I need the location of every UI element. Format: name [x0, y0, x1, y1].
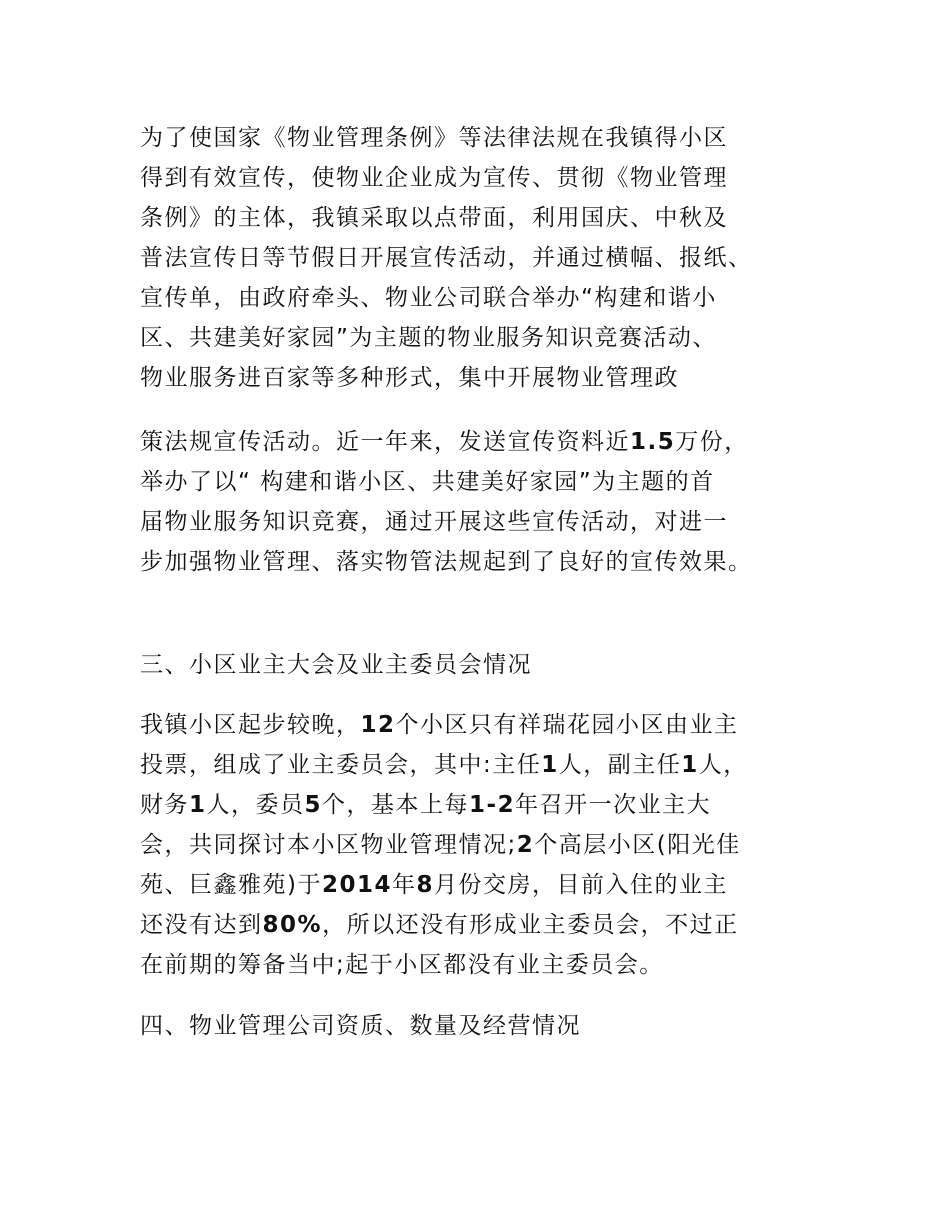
number-value: 1.5	[630, 429, 676, 455]
number-value: 8	[416, 872, 435, 898]
text-line: 为了使国家《物业管理条例》等法律法规在我镇得小区	[140, 125, 728, 151]
section-heading-3	[140, 645, 830, 685]
text-line: 区、共建美好家园”为主题的物业服务知识竞赛活动、	[140, 325, 717, 351]
number-value: 1	[189, 792, 207, 818]
section-heading-4	[140, 1006, 830, 1046]
text-line: 普法宣传日等节假日开展宣传活动，并通过横幅、报纸、	[140, 245, 753, 271]
text-line: 得到有效宣传，使物业企业成为宣传、贯彻《物业管理	[140, 165, 728, 191]
paragraph-publicity	[140, 118, 830, 398]
number-value: 80%	[262, 912, 323, 938]
number-value: 12	[360, 712, 396, 738]
number-value: 1-2	[469, 792, 516, 818]
text-line: 会，共同探讨本小区物业管理情况;2个高层小区(阳光佳	[140, 832, 741, 858]
number-value: 1	[541, 752, 559, 778]
text-line: 财务1人，委员5个，基本上每1-2年召开一次业主大	[140, 792, 712, 818]
number-value: 1	[681, 752, 699, 778]
text-line: 我镇小区起步较晚，12个小区只有祥瑞花园小区由业主	[140, 712, 739, 738]
heading-text: 四、物业管理公司资质、数量及经营情况	[140, 1013, 581, 1039]
text-line: 步加强物业管理、落实物管法规起到了良好的宣传效果。	[140, 549, 753, 575]
text-line: 还没有达到80%，所以还没有形成业主委员会，不过正	[140, 912, 739, 938]
paragraph-publicity-results	[140, 422, 830, 582]
text-line: 在前期的筹备当中;起于小区都没有业主委员会。	[140, 952, 664, 978]
text-line: 物业服务进百家等多种形式，集中开展物业管理政	[140, 365, 679, 391]
number-value: 2	[516, 832, 535, 858]
number-value: 2014	[321, 872, 392, 898]
text-line: 苑、巨鑫雅苑)于2014年8月份交房，目前入住的业主	[140, 872, 729, 898]
text-line: 投票，组成了业主委员会，其中:主任1人，副主任1人，	[140, 752, 748, 778]
text-line: 条例》的主体，我镇采取以点带面，利用国庆、中秋及	[140, 205, 728, 231]
text-line: 届物业服务知识竞赛，通过开展这些宣传活动，对进一	[140, 509, 728, 535]
number-value: 5	[304, 792, 323, 818]
paragraph-owners-committee	[140, 705, 830, 985]
text-line: 策法规宣传活动。近一年来，发送宣传资料近1.5万份，	[140, 429, 749, 455]
text-line: 宣传单，由政府牵头、物业公司联合举办“构建和谐小	[140, 285, 717, 311]
text-line: 举办了以“ 构建和谐小区、共建美好家园”为主题的首	[140, 469, 715, 495]
heading-text: 三、小区业主大会及业主委员会情况	[140, 652, 532, 678]
